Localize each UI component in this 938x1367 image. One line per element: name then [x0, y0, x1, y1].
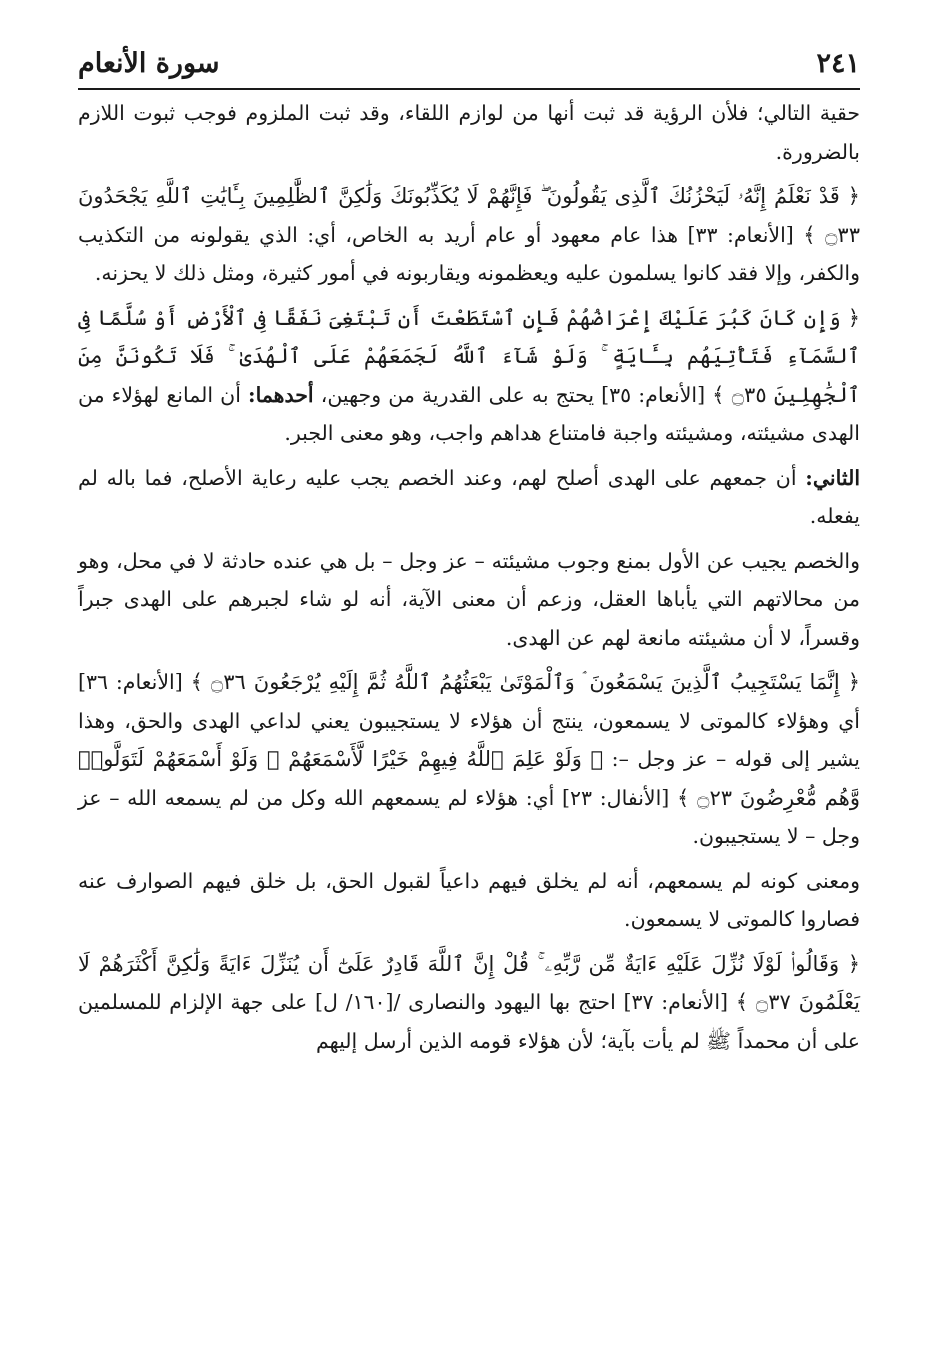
commentary-text: [الأنعام: ٣٦] أي وهؤلاء كالموتى لا يسمعون، ينتج أن هؤلاء لا يستجيبون يعني لداعي الهدى والحق، وهذا يشير إلى قوله – عز وجل –:	[78, 670, 860, 771]
commentary-text: [الأنعام: ٣٣] هذا عام معهود أو عام أريد به الخاص، أي: الذي يقولونه من التكذيب والكفر، وإلا فقد كانوا يسلمون عليه ويعظمونه ويقاربونه في أمور كثيرة، ومثل ذلك لا يحزنه.	[78, 222, 860, 285]
page-header	[78, 40, 860, 86]
page-number: ٢٤١	[816, 47, 860, 79]
paragraph	[78, 663, 860, 856]
commentary-text: والخصم يجيب عن الأول بمنع وجوب مشيئته – عز وجل – بل هي عنده حادثة لا في محل، وهو من محالاتهم التي يأباها العقل، وزعم أن معنى الآية، أنه لو شاء لجبرهم على الهدى جبراً وقسراً، لا أن مشيئته مانعة لهم عن الهدى.	[78, 548, 861, 650]
surah-title: سورة الأنعام	[78, 47, 220, 79]
commentary-text: [الأنفال: ٢٣] أي: هؤلاء لم يسمعهم الله وكل من لم يسمعه الله – عز وجل – لا يستجيبون.	[78, 785, 860, 848]
bold-label: أحدهما:	[248, 382, 314, 407]
quran-verse: ﴿ وَقَالُوا۟ لَوْلَا نُزِّلَ عَلَيْهِ ءَايَةٌ مِّن رَّبِّهِۦ ۚ قُلْ إِنَّ ٱللَّهَ قَادِرٌ عَلَىٰٓ أَن يُنَزِّلَ ءَايَةً وَلَٰكِنَّ أَكْثَرَهُمْ لَا يَعْلَمُونَ ۝٣٧ ﴾	[78, 951, 861, 1014]
header-divider	[78, 88, 860, 90]
paragraph	[78, 299, 860, 453]
commentary-text: [الأنعام: ٣٥] يحتج به على القدرية من وجهين،	[313, 382, 713, 407]
paragraph	[78, 94, 860, 171]
quran-verse: ﴿ إِنَّمَا يَسْتَجِيبُ ٱلَّذِينَ يَسْمَعُونَ ۘ وَٱلْمَوْتَىٰ يَبْعَثُهُمُ ٱللَّهُ ثُمَّ إِلَيْهِ يُرْجَعُونَ ۝٣٦ ﴾	[190, 670, 861, 694]
body-text	[78, 94, 860, 1066]
commentary-text: حقية التالي؛ فلأن الرؤية قد ثبت أنها من لوازم اللقاء، وقد ثبت الملزوم فوجب ثبوت اللازم بالضرورة.	[78, 101, 860, 164]
commentary-text: أن جمعهم على الهدى أصلح لهم، وعند الخصم يجب عليه رعاية الأصلح، فما باله لم يفعله.	[78, 465, 860, 528]
quran-verse: ﴿ قَدْ نَعْلَمُ إِنَّهُۥ لَيَحْزُنُكَ ٱلَّذِى يَقُولُونَ ۖ فَإِنَّهُمْ لَا يُكَذِّبُونَكَ وَلَٰكِنَّ ٱلظَّٰلِمِينَ بِـَٔايَٰتِ ٱللَّهِ يَجْحَدُونَ ۝٣٣ ﴾	[78, 184, 860, 247]
quran-verse: ﴿ وَلَوْ عَلِمَ ٱللَّهُ فِيهِمْ خَيْرًا لَّأَسْمَعَهُمْ ۖ وَلَوْ أَسْمَعَهُمْ لَتَوَلَّوا۟ وَّهُم مُّعْرِضُونَ ۝٢٣ ﴾	[78, 747, 860, 810]
paragraph	[78, 177, 860, 293]
commentary-text: أن المانع لهؤلاء من الهدى مشيئته، ومشيئته واجبة فامتناع هداهم واجب، وهو معنى الجبر.	[78, 382, 860, 445]
quran-verse: ﴿ وَإِن كَانَ كَبُرَ عَلَيْكَ إِعْرَاضُهُمْ فَإِنِ ٱسْتَطَعْتَ أَن تَبْتَغِىَ نَفَقًا فِى ٱلْأَرْضِ أَوْ سُلَّمًا فِى ٱلسَّمَآءِ فَتَأْتِيَهُم بِـَٔايَةٍ ۚ وَلَوْ شَآءَ ٱللَّهُ لَجَمَعَهُمْ عَلَى ٱلْهُدَىٰ ۚ فَلَا تَكُونَنَّ مِنَ ٱلْجَٰهِلِينَ ۝٣٥ ﴾	[78, 305, 860, 407]
paragraph	[78, 945, 860, 1061]
paragraph	[78, 862, 860, 939]
paragraph	[78, 459, 860, 536]
commentary-text: [الأنعام: ٣٧] احتج بها اليهود والنصارى /[١٦٠/ ل] على جهة الإلزام للمسلمين على أن محمداً ﷺ لم يأت بآية؛ لأن هؤلاء قومه الذين أرسل إليهم	[78, 990, 860, 1053]
paragraph	[78, 542, 860, 658]
commentary-text: ومعنى كونه لم يسمعهم، أنه لم يخلق فيهم داعياً لقبول الحق، بل خلق فيهم الصوارف عنه فصاروا كالموتى لا يسمعون.	[78, 868, 860, 931]
bold-label: الثاني:	[805, 465, 861, 490]
